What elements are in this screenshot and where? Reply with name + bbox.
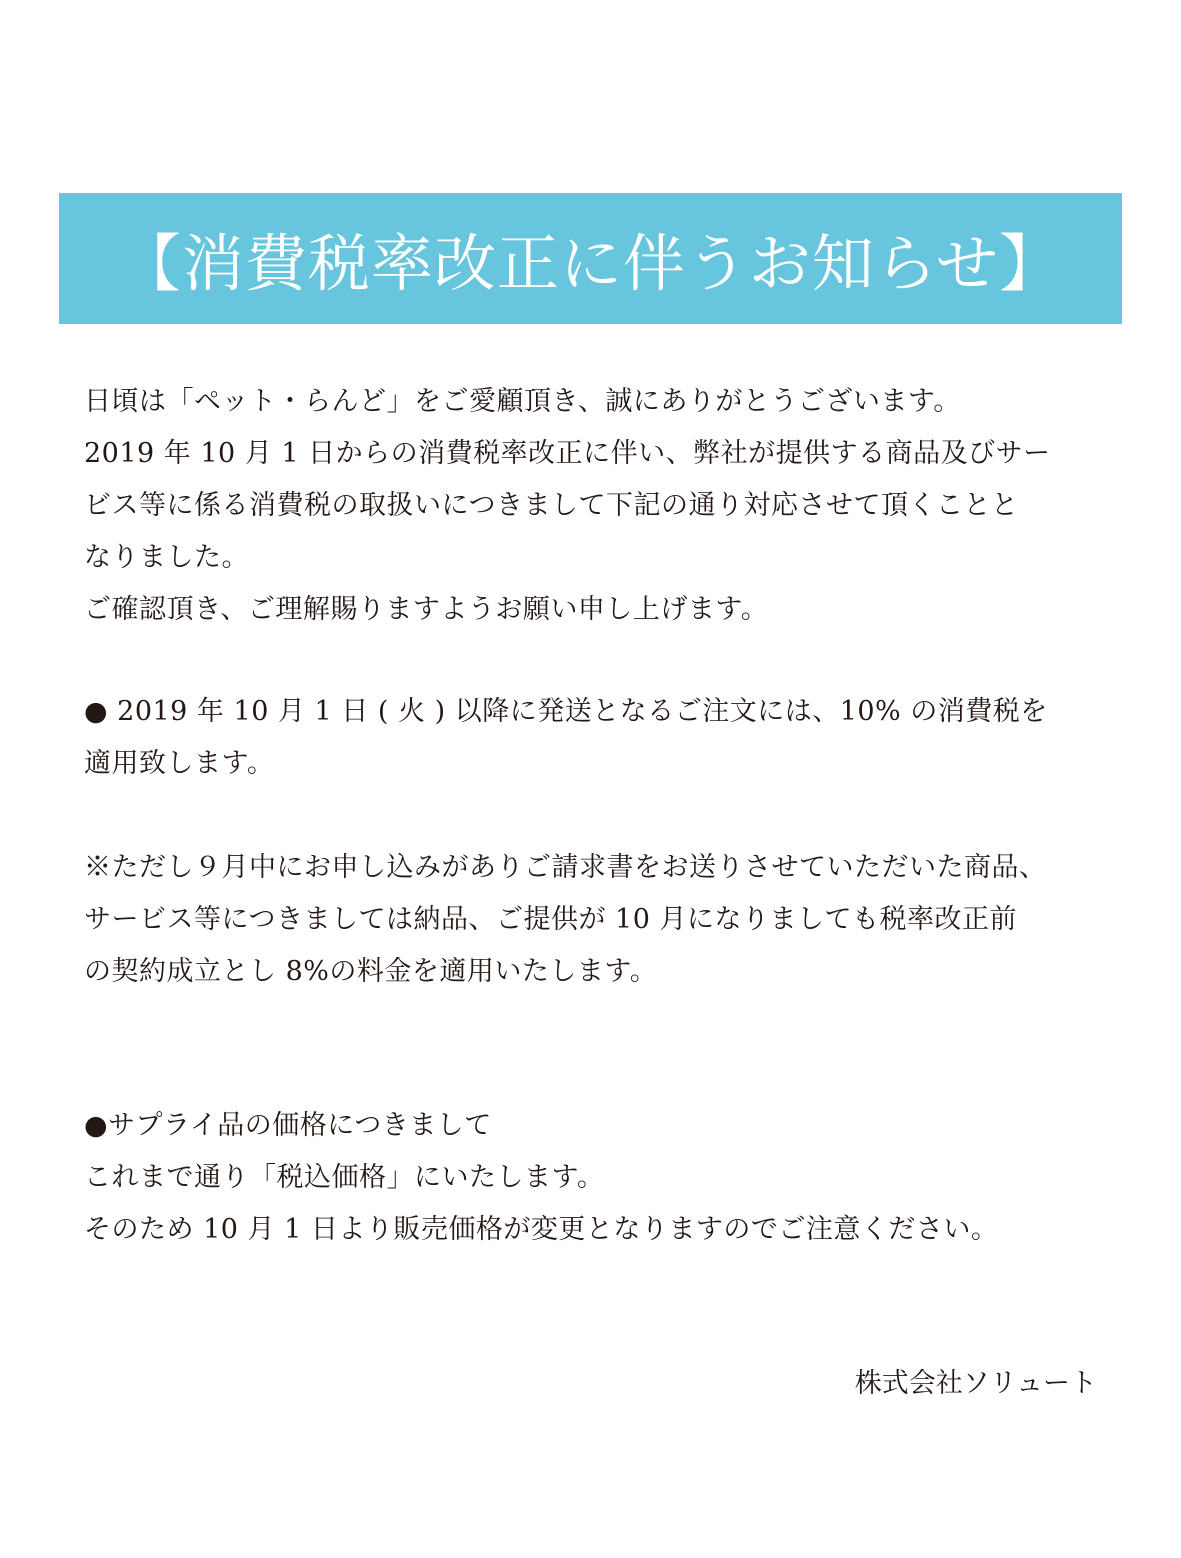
notice-line: の契約成立とし 8%の料金を適用いたします。 bbox=[84, 956, 658, 987]
intro-line: ご確認頂き、ご理解賜りますようお願い申し上げます。 bbox=[84, 594, 769, 625]
notice-line: サービス等につきましては納品、ご提供が 10 月になりましても税率改正前 bbox=[84, 904, 1017, 935]
supply-price-notice bbox=[84, 1100, 1098, 1256]
exception-notice bbox=[84, 842, 1098, 998]
notice-line: ●サプライ品の価格につきまして bbox=[84, 1110, 492, 1141]
notice-line: 適用致します。 bbox=[84, 748, 275, 779]
intro-line: 2019 年 10 月 1 日からの消費税率改正に伴い、弊社が提供する商品及びサー bbox=[84, 438, 1051, 469]
intro-line: なりました。 bbox=[84, 542, 249, 573]
company-signature: 株式会社ソリュート bbox=[854, 1368, 1097, 1399]
tax-rate-notice bbox=[84, 686, 1098, 790]
notice-line: ※ただし９月中にお申し込みがありご請求書をお送りさせていただいた商品、 bbox=[84, 852, 1047, 883]
title-banner bbox=[59, 193, 1122, 324]
intro-line: ビス等に係る消費税の取扱いにつきまして下記の通り対応させて頂くことと bbox=[84, 490, 1019, 521]
page-title: 【消費税率改正に伴うお知らせ】 bbox=[118, 227, 1063, 300]
notice-line: これまで通り「税込価格」にいたします。 bbox=[84, 1162, 605, 1193]
intro-line: 日頃は「ペット・らんど」をご愛顧頂き、誠にありがとうございます。 bbox=[84, 386, 961, 417]
notice-line: そのため 10 月 1 日より販売価格が変更となりますのでご注意ください。 bbox=[84, 1214, 999, 1245]
intro-paragraph bbox=[84, 376, 1098, 636]
notice-line: ● 2019 年 10 月 1 日 ( 火 ) 以降に発送となるご注文には、10% の消費税を bbox=[84, 696, 1048, 727]
